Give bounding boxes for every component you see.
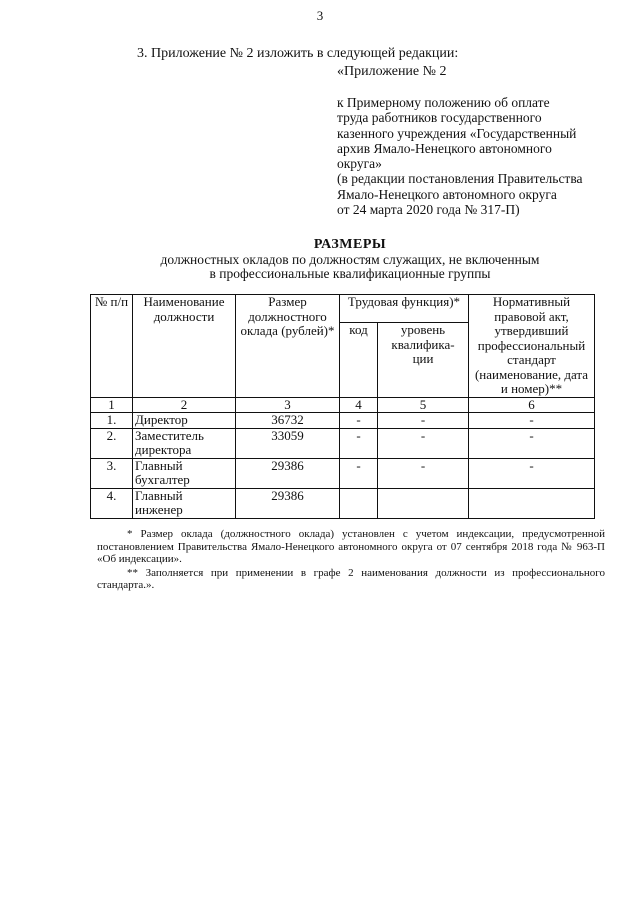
position-name: Главный бухгалтер: [133, 458, 236, 488]
appendix-line: труда работников государственного: [337, 110, 542, 126]
footnote-indexation: * Размер оклада (должностного оклада) установлен с учетом индексации, предусмотренной постановлением Правительства Ямало-Ненецкого автономного округа от 07 сентября 2018 года № 963-П «Об индексации».: [97, 528, 605, 565]
appendix-title: «Приложение № 2: [337, 64, 447, 79]
regulatory-act: -: [469, 428, 595, 458]
qualification-level: -: [378, 458, 469, 488]
table-row: [91, 413, 595, 429]
position-name: Заместитель директора: [133, 428, 236, 458]
position-name: Директор: [133, 413, 236, 429]
appendix-reference: [337, 95, 627, 217]
salary-value: 36732: [236, 413, 340, 429]
salary-value: 29386: [236, 458, 340, 488]
appendix-line: Ямало-Ненецкого автономного округа: [337, 186, 557, 202]
subheading-line: в профессиональные квалификационные группы: [209, 266, 491, 281]
function-code: -: [340, 428, 378, 458]
page-number: 3: [316, 8, 324, 23]
header-qualification-level: уровень квалифика- ции: [378, 323, 469, 397]
table-row: [91, 428, 595, 458]
salary-value: 33059: [236, 428, 340, 458]
footnote-professional-standard: ** Заполняется при применении в графе 2 наименования должности из профессионального стандарта.».: [97, 566, 605, 591]
row-number: 3.: [91, 458, 133, 488]
appendix-line: (в редакции постановления Правительства: [337, 171, 583, 187]
row-number: 4.: [91, 488, 133, 518]
header-salary: Размер должностного оклада (рублей)*: [236, 295, 340, 398]
header-position-name: Наименование должности: [133, 295, 236, 398]
row-number: 1.: [91, 413, 133, 429]
footnotes: [97, 528, 605, 593]
salary-value: 29386: [236, 488, 340, 518]
qualification-level: [378, 488, 469, 518]
header-number: № п/п: [91, 295, 133, 398]
table-row: [91, 488, 595, 518]
regulatory-act: -: [469, 413, 595, 429]
header-code: код: [340, 323, 378, 397]
header-labor-function: Трудовая функция)*: [340, 295, 469, 323]
appendix-line: архив Ямало-Ненецкого автономного: [337, 140, 552, 156]
subheading-line: должностных окладов по должностям служащих, не включенным: [160, 252, 540, 267]
column-number: 3: [236, 397, 340, 413]
column-numbering-row: [91, 397, 595, 413]
qualification-level: -: [378, 413, 469, 429]
appendix-line: к Примерному положению об оплате: [337, 95, 550, 110]
function-code: -: [340, 458, 378, 488]
header-regulatory-act: Нормативный правовой акт, утвердивший профессиональный стандарт (наименование, дата и номер)**: [469, 295, 595, 398]
row-number: 2.: [91, 428, 133, 458]
document-subheading: [0, 253, 640, 281]
document-heading: РАЗМЕРЫ: [313, 237, 387, 252]
column-number: 5: [378, 397, 469, 413]
table-row: [91, 458, 595, 488]
column-number: 1: [91, 397, 133, 413]
column-number: 2: [133, 397, 236, 413]
amendment-intro: 3. Приложение № 2 изложить в следующей редакции:: [137, 46, 459, 61]
appendix-line: от 24 марта 2020 года № 317-П): [337, 202, 520, 218]
qualification-level: -: [378, 428, 469, 458]
position-name: Главный инженер: [133, 488, 236, 518]
column-number: 6: [469, 397, 595, 413]
regulatory-act: [469, 488, 595, 518]
column-number: 4: [340, 397, 378, 413]
regulatory-act: -: [469, 458, 595, 488]
function-code: [340, 488, 378, 518]
appendix-line: округа»: [337, 156, 382, 172]
function-code: -: [340, 413, 378, 429]
salary-table: [90, 294, 595, 519]
appendix-line: казенного учреждения «Государственный: [337, 125, 577, 141]
